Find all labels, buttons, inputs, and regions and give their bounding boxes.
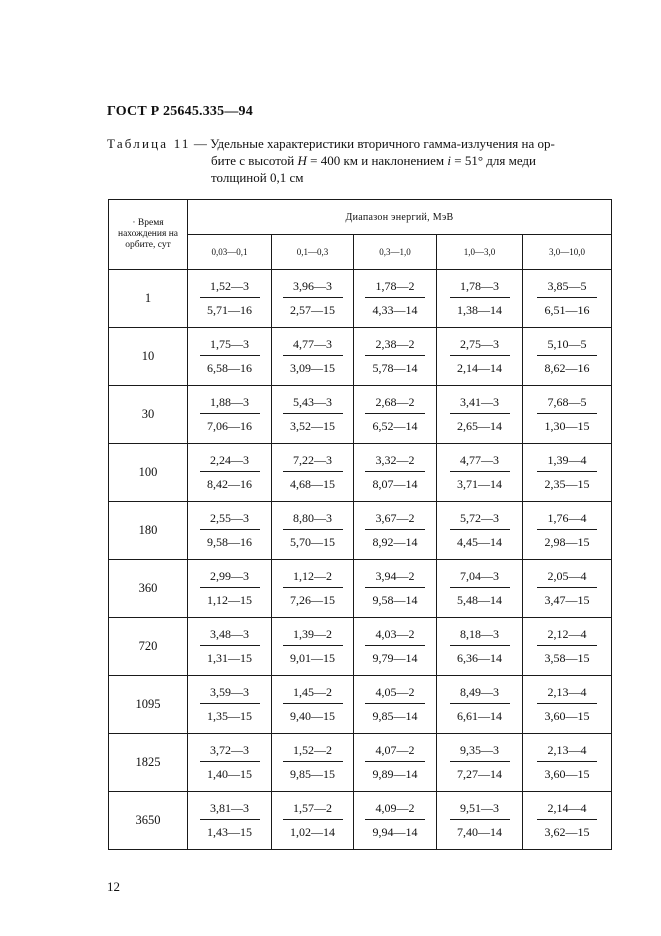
fraction-denominator: 5,71—16 <box>207 303 252 317</box>
value-cell <box>354 502 437 560</box>
fraction-numerator: 4,07—2 <box>365 743 425 762</box>
fraction-denominator: 8,92—14 <box>372 535 418 549</box>
fraction-numerator: 1,57—2 <box>283 801 343 820</box>
fraction-value <box>283 569 343 607</box>
table-row <box>109 618 612 676</box>
fraction-value <box>537 569 597 607</box>
value-cell <box>188 560 272 618</box>
value-cell <box>188 676 272 734</box>
fraction-value <box>537 279 597 317</box>
fraction-denominator: 4,33—14 <box>372 303 418 317</box>
fraction-value <box>450 337 510 375</box>
fraction-denominator: 3,62—15 <box>544 825 590 839</box>
fraction-value <box>450 627 510 665</box>
energy-range-column-header: 0,3—1,0 <box>354 235 437 270</box>
fraction-value <box>200 743 260 781</box>
fraction-denominator: 9,79—14 <box>372 651 418 665</box>
fraction-numerator: 5,10—5 <box>537 337 597 356</box>
fraction-numerator: 1,78—2 <box>365 279 425 298</box>
fraction-value <box>450 801 510 839</box>
value-cell <box>523 502 612 560</box>
fraction-value <box>283 395 343 433</box>
fraction-value <box>450 279 510 317</box>
h-symbol: H <box>297 153 307 168</box>
fraction-denominator: 3,60—15 <box>544 767 590 781</box>
fraction-denominator: 9,85—14 <box>372 709 418 723</box>
fraction-value <box>450 395 510 433</box>
fraction-numerator: 2,05—4 <box>537 569 597 588</box>
fraction-value <box>200 337 260 375</box>
value-cell <box>437 444 523 502</box>
value-cell <box>523 734 612 792</box>
energy-range-column-header: 0,03—0,1 <box>188 235 272 270</box>
fraction-denominator: 4,68—15 <box>290 477 335 491</box>
fraction-numerator: 9,51—3 <box>450 801 510 820</box>
i-symbol: i <box>447 153 451 168</box>
fraction-numerator: 8,49—3 <box>450 685 510 704</box>
fraction-denominator: 1,38—14 <box>457 303 502 317</box>
table-label: Таблица 11 <box>107 136 191 151</box>
caption-line-2 <box>107 152 607 169</box>
value-cell <box>523 560 612 618</box>
fraction-denominator: 6,51—16 <box>544 303 590 317</box>
value-cell <box>272 792 354 850</box>
fraction-value <box>365 511 425 549</box>
fraction-value <box>365 685 425 723</box>
fraction-value <box>200 569 260 607</box>
fraction-value <box>200 395 260 433</box>
fraction-denominator: 3,47—15 <box>544 593 590 607</box>
fraction-numerator: 2,38—2 <box>365 337 425 356</box>
caption-line-3: толщиной 0,1 см <box>211 170 304 185</box>
fraction-denominator: 3,52—15 <box>290 419 335 433</box>
fraction-denominator: 2,57—15 <box>290 303 335 317</box>
fraction-value <box>537 337 597 375</box>
value-cell <box>523 386 612 444</box>
caption-text-2c: = 51° для меди <box>451 153 537 168</box>
fraction-value <box>450 569 510 607</box>
fraction-value <box>365 801 425 839</box>
table-row <box>109 386 612 444</box>
fraction-value <box>537 395 597 433</box>
fraction-value <box>537 801 597 839</box>
caption-text-2b: = 400 км и наклонением <box>306 153 448 168</box>
fraction-value <box>450 685 510 723</box>
fraction-numerator: 2,68—2 <box>365 395 425 414</box>
value-cell <box>523 270 612 328</box>
fraction-numerator: 2,13—4 <box>537 743 597 762</box>
energy-range-header: Диапазон энергий, МэВ <box>188 200 612 235</box>
fraction-value <box>365 453 425 491</box>
fraction-denominator: 5,70—15 <box>290 535 335 549</box>
value-cell <box>437 734 523 792</box>
fraction-numerator: 4,03—2 <box>365 627 425 646</box>
value-cell <box>437 560 523 618</box>
value-cell <box>437 270 523 328</box>
fraction-denominator: 2,98—15 <box>544 535 590 549</box>
fraction-numerator: 4,77—3 <box>283 337 343 356</box>
fraction-denominator: 9,58—14 <box>372 593 418 607</box>
caption-dash: — <box>190 136 211 151</box>
fraction-value <box>365 279 425 317</box>
fraction-denominator: 9,01—15 <box>290 651 335 665</box>
fraction-numerator: 1,39—4 <box>537 453 597 472</box>
fraction-numerator: 3,94—2 <box>365 569 425 588</box>
fraction-numerator: 2,13—4 <box>537 685 597 704</box>
fraction-numerator: 4,77—3 <box>450 453 510 472</box>
value-cell <box>188 618 272 676</box>
value-cell <box>354 444 437 502</box>
fraction-denominator: 3,58—15 <box>544 651 590 665</box>
fraction-numerator: 2,24—3 <box>200 453 260 472</box>
fraction-numerator: 3,67—2 <box>365 511 425 530</box>
fraction-denominator: 1,40—15 <box>207 767 252 781</box>
fraction-denominator: 1,02—14 <box>290 825 335 839</box>
fraction-value <box>450 743 510 781</box>
value-cell <box>437 618 523 676</box>
fraction-denominator: 8,42—16 <box>207 477 252 491</box>
energy-range-column-header: 1,0—3,0 <box>437 235 523 270</box>
fraction-numerator: 1,75—3 <box>200 337 260 356</box>
document-code-header: ГОСТ Р 25645.335—94 <box>107 104 253 119</box>
fraction-numerator: 2,55—3 <box>200 511 260 530</box>
fraction-denominator: 9,40—15 <box>290 709 335 723</box>
orbit-time-cell: 30 <box>109 386 188 444</box>
fraction-denominator: 9,58—16 <box>207 535 252 549</box>
orbit-time-cell: 10 <box>109 328 188 386</box>
fraction-denominator: 9,85—15 <box>290 767 335 781</box>
value-cell <box>354 618 437 676</box>
page-number: 12 <box>107 879 120 894</box>
fraction-numerator: 4,05—2 <box>365 685 425 704</box>
fraction-numerator: 1,88—3 <box>200 395 260 414</box>
value-cell <box>272 270 354 328</box>
value-cell <box>272 618 354 676</box>
orbit-time-cell: 1825 <box>109 734 188 792</box>
table-row <box>109 734 612 792</box>
fraction-value <box>283 337 343 375</box>
fraction-value <box>283 511 343 549</box>
value-cell <box>272 676 354 734</box>
fraction-numerator: 3,59—3 <box>200 685 260 704</box>
value-cell <box>188 502 272 560</box>
fraction-denominator: 1,12—15 <box>207 593 252 607</box>
fraction-numerator: 1,39—2 <box>283 627 343 646</box>
value-cell <box>523 444 612 502</box>
fraction-numerator: 5,43—3 <box>283 395 343 414</box>
fraction-denominator: 5,48—14 <box>457 593 502 607</box>
fraction-numerator: 3,96—3 <box>283 279 343 298</box>
fraction-numerator: 2,99—3 <box>200 569 260 588</box>
value-cell <box>354 328 437 386</box>
table-row <box>109 444 612 502</box>
orbit-time-cell: 3650 <box>109 792 188 850</box>
fraction-denominator: 8,07—14 <box>372 477 418 491</box>
value-cell <box>272 444 354 502</box>
energy-range-column-header: 3,0—10,0 <box>523 235 612 270</box>
value-cell <box>354 560 437 618</box>
fraction-numerator: 1,76—4 <box>537 511 597 530</box>
value-cell <box>437 676 523 734</box>
fraction-value <box>450 511 510 549</box>
fraction-value <box>200 453 260 491</box>
fraction-value <box>450 453 510 491</box>
value-cell <box>272 328 354 386</box>
fraction-numerator: 7,68—5 <box>537 395 597 414</box>
fraction-denominator: 9,89—14 <box>372 767 418 781</box>
fraction-denominator: 6,61—14 <box>457 709 502 723</box>
fraction-denominator: 1,30—15 <box>544 419 590 433</box>
fraction-value <box>365 743 425 781</box>
table-row <box>109 792 612 850</box>
table-row <box>109 676 612 734</box>
fraction-numerator: 2,75—3 <box>450 337 510 356</box>
value-cell <box>272 734 354 792</box>
fraction-numerator: 5,72—3 <box>450 511 510 530</box>
fraction-numerator: 3,72—3 <box>200 743 260 762</box>
fraction-denominator: 1,43—15 <box>207 825 252 839</box>
fraction-value <box>537 627 597 665</box>
fraction-denominator: 3,60—15 <box>544 709 590 723</box>
fraction-numerator: 3,32—2 <box>365 453 425 472</box>
fraction-numerator: 7,04—3 <box>450 569 510 588</box>
value-cell <box>354 792 437 850</box>
value-cell <box>188 270 272 328</box>
fraction-denominator: 1,31—15 <box>207 651 252 665</box>
value-cell <box>272 560 354 618</box>
fraction-denominator: 5,78—14 <box>372 361 418 375</box>
fraction-value <box>283 685 343 723</box>
fraction-value <box>365 627 425 665</box>
fraction-numerator: 7,22—3 <box>283 453 343 472</box>
fraction-value <box>200 511 260 549</box>
fraction-numerator: 1,52—3 <box>200 279 260 298</box>
value-cell <box>523 676 612 734</box>
orbit-time-cell: 100 <box>109 444 188 502</box>
value-cell <box>523 328 612 386</box>
value-cell <box>188 444 272 502</box>
value-cell <box>437 328 523 386</box>
fraction-denominator: 3,71—14 <box>457 477 502 491</box>
fraction-numerator: 1,12—2 <box>283 569 343 588</box>
fraction-denominator: 1,35—15 <box>207 709 252 723</box>
value-cell <box>437 792 523 850</box>
fraction-value <box>537 743 597 781</box>
fraction-denominator: 8,62—16 <box>544 361 590 375</box>
value-cell <box>523 792 612 850</box>
fraction-numerator: 8,18—3 <box>450 627 510 646</box>
energy-range-column-header: 0,1—0,3 <box>272 235 354 270</box>
fraction-value <box>283 743 343 781</box>
fraction-value <box>283 801 343 839</box>
fraction-value <box>365 395 425 433</box>
fraction-numerator: 2,12—4 <box>537 627 597 646</box>
fraction-numerator: 1,52—2 <box>283 743 343 762</box>
fraction-value <box>537 685 597 723</box>
fraction-numerator: 3,85—5 <box>537 279 597 298</box>
fraction-numerator: 1,78—3 <box>450 279 510 298</box>
value-cell <box>272 502 354 560</box>
fraction-value <box>200 627 260 665</box>
orbit-time-cell: 180 <box>109 502 188 560</box>
fraction-value <box>365 569 425 607</box>
value-cell <box>354 386 437 444</box>
fraction-value <box>200 801 260 839</box>
caption-text-2a: бите с высотой <box>211 153 298 168</box>
fraction-denominator: 4,45—14 <box>457 535 502 549</box>
time-column-header: · Время нахождения на орбите, сут <box>109 200 188 270</box>
value-cell <box>354 270 437 328</box>
orbit-time-cell: 360 <box>109 560 188 618</box>
fraction-numerator: 8,80—3 <box>283 511 343 530</box>
fraction-denominator: 2,14—14 <box>457 361 502 375</box>
fraction-denominator: 7,06—16 <box>207 419 252 433</box>
fraction-numerator: 9,35—3 <box>450 743 510 762</box>
orbit-time-cell: 1095 <box>109 676 188 734</box>
fraction-denominator: 7,26—15 <box>290 593 335 607</box>
fraction-denominator: 7,27—14 <box>457 767 502 781</box>
fraction-value <box>200 685 260 723</box>
value-cell <box>188 734 272 792</box>
table-row <box>109 328 612 386</box>
fraction-value <box>283 627 343 665</box>
fraction-denominator: 6,52—14 <box>372 419 418 433</box>
fraction-value <box>283 279 343 317</box>
table-row <box>109 502 612 560</box>
fraction-denominator: 2,35—15 <box>544 477 590 491</box>
fraction-numerator: 3,41—3 <box>450 395 510 414</box>
orbit-time-cell: 720 <box>109 618 188 676</box>
table-row <box>109 270 612 328</box>
value-cell <box>523 618 612 676</box>
fraction-value <box>365 337 425 375</box>
fraction-numerator: 2,14—4 <box>537 801 597 820</box>
fraction-value <box>200 279 260 317</box>
fraction-denominator: 6,36—14 <box>457 651 502 665</box>
value-cell <box>188 328 272 386</box>
gamma-radiation-table <box>108 199 612 850</box>
table-caption <box>107 135 607 186</box>
fraction-denominator: 3,09—15 <box>290 361 335 375</box>
fraction-denominator: 2,65—14 <box>457 419 502 433</box>
table-row <box>109 560 612 618</box>
fraction-value <box>537 511 597 549</box>
fraction-numerator: 3,81—3 <box>200 801 260 820</box>
fraction-numerator: 3,48—3 <box>200 627 260 646</box>
fraction-denominator: 9,94—14 <box>372 825 418 839</box>
fraction-numerator: 1,45—2 <box>283 685 343 704</box>
fraction-value <box>537 453 597 491</box>
value-cell <box>437 502 523 560</box>
fraction-numerator: 4,09—2 <box>365 801 425 820</box>
value-cell <box>272 386 354 444</box>
value-cell <box>188 792 272 850</box>
value-cell <box>354 676 437 734</box>
fraction-value <box>283 453 343 491</box>
orbit-time-cell: 1 <box>109 270 188 328</box>
caption-line-1: Удельные характеристики вторичного гамма-излучения на ор- <box>210 136 555 151</box>
fraction-denominator: 7,40—14 <box>457 825 502 839</box>
value-cell <box>437 386 523 444</box>
value-cell <box>188 386 272 444</box>
fraction-denominator: 6,58—16 <box>207 361 252 375</box>
value-cell <box>354 734 437 792</box>
